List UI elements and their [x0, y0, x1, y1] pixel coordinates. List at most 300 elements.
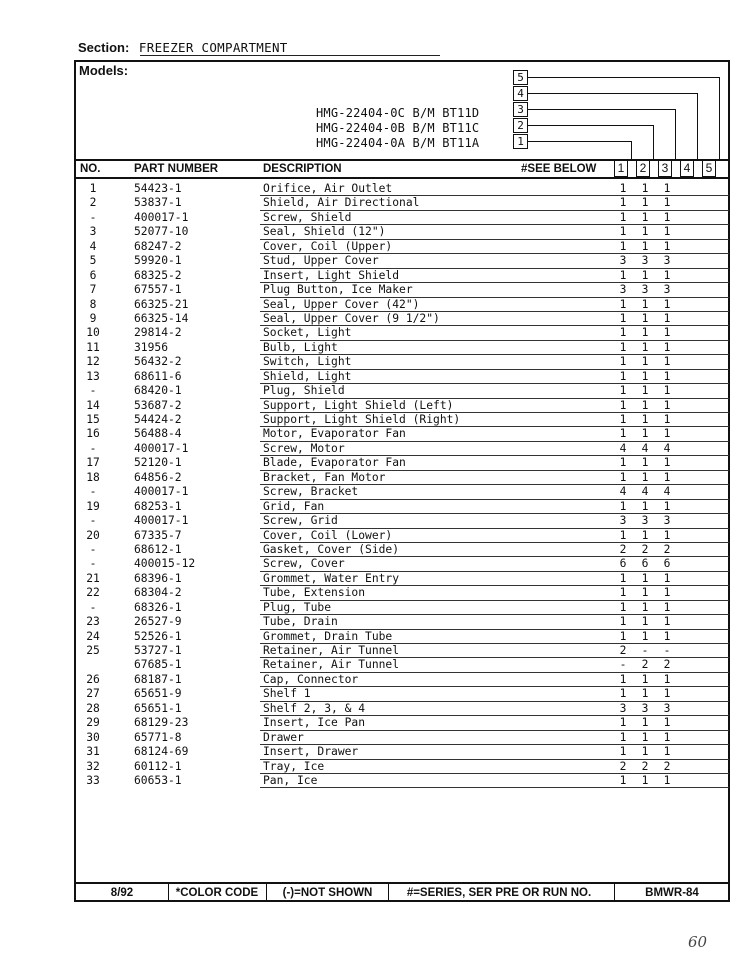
part-description: Grommet, Drain Tube: [263, 629, 393, 643]
qty-model-3: 1: [663, 182, 671, 195]
qty-model-2: 1: [641, 427, 649, 441]
item-number: 11: [86, 340, 100, 354]
qty-model-1: 1: [619, 571, 627, 585]
section-label: Section:: [78, 40, 130, 55]
part-number: 54424-2: [134, 413, 182, 426]
qty-model-1: 2: [619, 644, 627, 657]
part-number: 60112-1: [134, 759, 182, 773]
table-row: [75, 687, 729, 701]
table-row: [75, 413, 729, 427]
qty-model-1: 1: [619, 427, 627, 441]
table-row: [75, 601, 729, 615]
qty-model-2: 1: [641, 629, 649, 643]
qty-model-1: 1: [619, 773, 627, 787]
connector-4-v: [697, 93, 698, 161]
qty-model-1: 1: [619, 268, 627, 282]
table-row: [75, 630, 729, 644]
part-description: Drawer: [263, 730, 304, 744]
qty-model-1: 1: [619, 311, 627, 325]
table-row: [75, 557, 729, 571]
qty-model-3: 1: [663, 297, 671, 311]
qty-model-2: 1: [641, 773, 649, 787]
item-number: -: [89, 485, 97, 499]
header-no: NO.: [80, 163, 101, 175]
qty-model-2: 1: [641, 600, 649, 614]
part-number: 68187-1: [134, 672, 182, 686]
part-number: 400017-1: [134, 210, 189, 224]
part-number: 68396-1: [134, 571, 182, 585]
part-description: Motor, Evaporator Fan: [263, 427, 406, 441]
part-description: Insert, Light Shield: [263, 268, 400, 282]
table-row: [75, 211, 729, 225]
qty-model-3: 1: [663, 456, 671, 470]
table-row: [75, 269, 729, 283]
qty-model-2: 2: [641, 658, 649, 672]
qty-model-3: 1: [663, 369, 671, 383]
footer-color-code: *COLOR CODE: [175, 887, 259, 899]
item-number: 8: [89, 297, 97, 311]
table-row: [75, 456, 729, 470]
part-number: 26527-9: [134, 615, 182, 629]
connector-2-v: [653, 125, 654, 161]
model-box-5: 5: [513, 70, 528, 85]
item-number: -: [89, 557, 97, 571]
table-row: [75, 644, 729, 658]
item-number: 32: [86, 759, 100, 773]
part-number: 29814-2: [134, 326, 182, 340]
item-number: 26: [86, 672, 100, 686]
item-number: 7: [89, 283, 97, 297]
qty-model-3: 2: [663, 542, 671, 556]
part-number: 53727-1: [134, 644, 182, 657]
qty-model-3: 3: [663, 283, 671, 297]
qty-model-3: 3: [663, 254, 671, 268]
qty-model-3: 1: [663, 600, 671, 614]
part-description: Pan, Ice: [263, 773, 318, 787]
qty-model-2: 1: [641, 398, 649, 412]
part-description: Plug, Tube: [263, 600, 332, 614]
qty-model-3: 1: [663, 528, 671, 542]
qty-model-1: 1: [619, 745, 627, 759]
part-description: Support, Light Shield (Left): [263, 398, 454, 412]
table-row: [75, 702, 729, 716]
part-number: 68304-2: [134, 586, 182, 600]
qty-model-2: 1: [641, 499, 649, 513]
part-description: Grid, Fan: [263, 499, 325, 513]
part-number: 400017-1: [134, 485, 189, 499]
part-number: 68129-23: [134, 716, 189, 730]
connector-3-h: [528, 109, 676, 110]
connector-1-v: [631, 141, 632, 161]
qty-model-3: 1: [663, 355, 671, 369]
item-number: -: [89, 384, 97, 398]
qty-model-2: 4: [641, 441, 649, 455]
qty-model-2: 1: [641, 355, 649, 369]
part-number: 68247-2: [134, 239, 182, 253]
column-box-1: 1: [614, 160, 628, 177]
part-number: 53837-1: [134, 196, 182, 210]
table-row: [75, 514, 729, 528]
table-row: [75, 399, 729, 413]
qty-model-2: 1: [641, 571, 649, 585]
footer-doc-code: BMWR-84: [645, 887, 699, 899]
qty-model-3: 2: [663, 658, 671, 672]
model-box-1: 1: [513, 134, 528, 149]
qty-model-2: 1: [641, 716, 649, 730]
table-row: [75, 298, 729, 312]
item-number: 2: [89, 196, 97, 210]
qty-model-1: 1: [619, 355, 627, 369]
qty-model-3: 1: [663, 470, 671, 484]
qty-model-2: 1: [641, 384, 649, 398]
table-row: [75, 225, 729, 239]
connector-2-h: [528, 125, 654, 126]
table-row: [75, 240, 729, 254]
qty-model-1: 3: [619, 514, 627, 528]
qty-model-2: 1: [641, 687, 649, 701]
qty-model-2: 1: [641, 470, 649, 484]
qty-model-3: 1: [663, 687, 671, 701]
qty-model-3: 1: [663, 239, 671, 253]
qty-model-3: 1: [663, 311, 671, 325]
footer-date: 8/92: [110, 887, 134, 899]
part-description: Insert, Drawer: [263, 745, 359, 759]
part-number: 67335-7: [134, 528, 182, 542]
header-rule-bottom: [75, 177, 729, 179]
item-number: 19: [86, 499, 100, 513]
part-description: Stud, Upper Cover: [263, 254, 379, 268]
qty-model-2: 3: [641, 701, 649, 715]
qty-model-3: 1: [663, 672, 671, 686]
item-number: 24: [86, 629, 100, 643]
part-description: Screw, Motor: [263, 441, 345, 455]
qty-model-1: 1: [619, 615, 627, 629]
part-description: Tube, Extension: [263, 586, 366, 600]
item-number: 31: [86, 745, 100, 759]
qty-model-1: 1: [619, 687, 627, 701]
part-number: 68612-1: [134, 542, 182, 556]
item-number: 15: [86, 413, 100, 426]
qty-model-1: 1: [619, 384, 627, 398]
qty-model-2: 1: [641, 615, 649, 629]
part-number: 68326-1: [134, 600, 182, 614]
table-row: [75, 326, 729, 340]
item-number: 28: [86, 701, 100, 715]
table-row: [75, 384, 729, 398]
part-description: Grommet, Water Entry: [263, 571, 400, 585]
qty-model-1: 1: [619, 210, 627, 224]
part-description: Shield, Light: [263, 369, 352, 383]
part-number: 400017-1: [134, 514, 189, 528]
part-description: Cover, Coil (Upper): [263, 239, 393, 253]
qty-model-2: 1: [641, 672, 649, 686]
qty-model-1: 1: [619, 629, 627, 643]
connector-4-h: [528, 93, 698, 94]
qty-model-2: 1: [641, 239, 649, 253]
part-number: 52077-10: [134, 225, 189, 239]
qty-model-2: 1: [641, 730, 649, 744]
part-number: 53687-2: [134, 398, 182, 412]
part-description: Support, Light Shield (Right): [263, 413, 461, 426]
qty-model-1: 1: [619, 297, 627, 311]
part-description: Switch, Light: [263, 355, 352, 369]
part-number: 68253-1: [134, 499, 182, 513]
qty-model-2: 1: [641, 196, 649, 210]
part-description: Shield, Air Directional: [263, 196, 420, 210]
qty-model-3: 1: [663, 384, 671, 398]
qty-model-3: 1: [663, 571, 671, 585]
table-row: [75, 673, 729, 687]
part-number: 64856-2: [134, 470, 182, 484]
table-row: [75, 774, 729, 788]
item-number: -: [89, 210, 97, 224]
qty-model-3: 3: [663, 701, 671, 715]
part-number: 54423-1: [134, 182, 182, 195]
part-description: Plug Button, Ice Maker: [263, 283, 413, 297]
qty-model-1: 1: [619, 586, 627, 600]
table-row: [75, 731, 729, 745]
qty-model-1: 3: [619, 701, 627, 715]
qty-model-3: 1: [663, 730, 671, 744]
item-number: -: [89, 600, 97, 614]
item-number: -: [89, 542, 97, 556]
item-number: 13: [86, 369, 100, 383]
qty-model-3: 1: [663, 615, 671, 629]
item-number: 5: [89, 254, 97, 268]
qty-model-2: 1: [641, 225, 649, 239]
part-number: 68124-69: [134, 745, 189, 759]
qty-model-1: 1: [619, 196, 627, 210]
table-row: [75, 716, 729, 730]
part-number: 52120-1: [134, 456, 182, 470]
part-description: Cover, Coil (Lower): [263, 528, 393, 542]
part-description: Plug, Shield: [263, 384, 345, 398]
part-description: Screw, Bracket: [263, 485, 359, 499]
connector-3-v: [675, 109, 676, 161]
qty-model-3: 6: [663, 557, 671, 571]
qty-model-3: 2: [663, 759, 671, 773]
qty-model-1: 1: [619, 499, 627, 513]
qty-model-3: 1: [663, 210, 671, 224]
section-underline: [140, 55, 440, 56]
qty-model-1: 2: [619, 759, 627, 773]
models-label: Models:: [79, 63, 129, 78]
table-row: [75, 500, 729, 514]
table-row: [75, 254, 729, 268]
table-row: [75, 745, 729, 759]
item-number: -: [89, 514, 97, 528]
model-box-4: 4: [513, 86, 528, 101]
qty-model-1: -: [619, 658, 627, 672]
qty-model-3: 1: [663, 427, 671, 441]
qty-model-1: 1: [619, 413, 627, 426]
qty-model-1: 2: [619, 542, 627, 556]
item-number: 29: [86, 716, 100, 730]
qty-model-2: 1: [641, 528, 649, 542]
qty-model-3: 1: [663, 225, 671, 239]
model-box-3: 3: [513, 102, 528, 117]
model-box-2: 2: [513, 118, 528, 133]
part-number: 67557-1: [134, 283, 182, 297]
part-number: 65651-1: [134, 701, 182, 715]
qty-model-2: 2: [641, 542, 649, 556]
part-number: 66325-14: [134, 311, 189, 325]
qty-model-1: 1: [619, 528, 627, 542]
qty-model-1: 1: [619, 398, 627, 412]
qty-model-1: 1: [619, 730, 627, 744]
part-number: 31956: [134, 340, 169, 354]
header-part-number: PART NUMBER: [134, 163, 219, 175]
connector-1-h: [528, 141, 632, 142]
item-number: 20: [86, 528, 100, 542]
table-row: [75, 471, 729, 485]
item-number: -: [89, 441, 97, 455]
qty-model-3: 1: [663, 745, 671, 759]
section-name: FREEZER COMPARTMENT: [138, 40, 288, 55]
qty-model-3: 1: [663, 716, 671, 730]
table-row: [75, 355, 729, 369]
item-number: 6: [89, 268, 97, 282]
qty-model-3: 3: [663, 514, 671, 528]
qty-model-2: 1: [641, 413, 649, 426]
part-description: Seal, Upper Cover (42"): [263, 297, 420, 311]
footer-not-shown: (-)=NOT SHOWN: [282, 887, 373, 899]
qty-model-1: 6: [619, 557, 627, 571]
qty-model-1: 3: [619, 283, 627, 297]
qty-model-2: 1: [641, 297, 649, 311]
qty-model-3: 1: [663, 499, 671, 513]
qty-model-2: 1: [641, 745, 649, 759]
part-number: 60653-1: [134, 773, 182, 787]
table-row: [75, 312, 729, 326]
table-row: [75, 196, 729, 210]
model-line-a: HMG-22404-0A B/M BT11A: [316, 136, 480, 150]
item-number: 16: [86, 427, 100, 441]
part-description: Shelf 2, 3, & 4: [263, 701, 366, 715]
part-description: Tray, Ice: [263, 759, 325, 773]
part-description: Bracket, Fan Motor: [263, 470, 386, 484]
qty-model-2: 3: [641, 283, 649, 297]
qty-model-3: 4: [663, 441, 671, 455]
part-description: Socket, Light: [263, 326, 352, 340]
table-row: [75, 341, 729, 355]
qty-model-1: 1: [619, 456, 627, 470]
part-number: 68611-6: [134, 369, 182, 383]
part-description: Retainer, Air Tunnel: [263, 644, 400, 657]
qty-model-2: 1: [641, 210, 649, 224]
part-description: Screw, Cover: [263, 557, 345, 571]
part-description: Orifice, Air Outlet: [263, 182, 393, 195]
item-number: 25: [86, 644, 100, 657]
qty-model-1: 1: [619, 239, 627, 253]
qty-model-3: 1: [663, 268, 671, 282]
qty-model-3: 1: [663, 398, 671, 412]
part-number: 56488-4: [134, 427, 182, 441]
item-number: 1: [89, 182, 97, 195]
part-description: Bulb, Light: [263, 340, 338, 354]
qty-model-2: 6: [641, 557, 649, 571]
part-description: Retainer, Air Tunnel: [263, 658, 400, 672]
part-number: 65651-9: [134, 687, 182, 701]
item-number: 21: [86, 571, 100, 585]
qty-model-1: 1: [619, 369, 627, 383]
qty-model-2: 3: [641, 514, 649, 528]
qty-model-2: -: [641, 644, 649, 657]
qty-model-2: 1: [641, 182, 649, 195]
item-number: 12: [86, 355, 100, 369]
qty-model-2: 1: [641, 326, 649, 340]
item-number: 30: [86, 730, 100, 744]
item-number: 17: [86, 456, 100, 470]
part-number: 59920-1: [134, 254, 182, 268]
qty-model-1: 4: [619, 441, 627, 455]
qty-model-3: 1: [663, 326, 671, 340]
table-row: [75, 370, 729, 384]
connector-5-v: [719, 77, 720, 161]
part-number: 65771-8: [134, 730, 182, 744]
column-box-3: 3: [658, 160, 672, 177]
table-row: [75, 529, 729, 543]
model-line-c: HMG-22404-0C B/M BT11D: [316, 106, 480, 120]
qty-model-1: 1: [619, 340, 627, 354]
table-row: [75, 572, 729, 586]
qty-model-2: 1: [641, 268, 649, 282]
footer-series-note: #=SERIES, SER PRE OR RUN NO.: [406, 887, 592, 899]
part-number: 52526-1: [134, 629, 182, 643]
section-line: [78, 40, 288, 55]
part-description: Seal, Shield (12"): [263, 225, 386, 239]
table-row: [75, 283, 729, 297]
qty-model-1: 1: [619, 600, 627, 614]
part-description: Blade, Evaporator Fan: [263, 456, 406, 470]
qty-model-1: 1: [619, 326, 627, 340]
qty-model-3: 1: [663, 340, 671, 354]
qty-model-1: 3: [619, 254, 627, 268]
part-description: Screw, Grid: [263, 514, 338, 528]
column-box-4: 4: [680, 160, 694, 177]
header-rule-top: [75, 159, 729, 161]
part-number: 67685-1: [134, 658, 182, 672]
part-description: Tube, Drain: [263, 615, 338, 629]
qty-model-1: 1: [619, 225, 627, 239]
qty-model-1: 1: [619, 716, 627, 730]
connector-5-h: [528, 77, 720, 78]
qty-model-2: 2: [641, 759, 649, 773]
qty-model-1: 1: [619, 470, 627, 484]
item-number: 4: [89, 239, 97, 253]
qty-model-2: 1: [641, 456, 649, 470]
qty-model-2: 1: [641, 586, 649, 600]
table-row: [75, 485, 729, 499]
item-number: 3: [89, 225, 97, 239]
handwritten-page-number: 60: [688, 933, 708, 951]
part-description: Screw, Shield: [263, 210, 352, 224]
qty-model-1: 4: [619, 485, 627, 499]
table-row: [75, 615, 729, 629]
part-number: 68325-2: [134, 268, 182, 282]
table-row: [75, 658, 729, 672]
part-description: Shelf 1: [263, 687, 311, 701]
table-row: [75, 182, 729, 196]
qty-model-2: 1: [641, 340, 649, 354]
column-box-2: 2: [636, 160, 650, 177]
qty-model-3: 1: [663, 773, 671, 787]
qty-model-3: 1: [663, 413, 671, 426]
part-description: Seal, Upper Cover (9 1/2"): [263, 311, 440, 325]
qty-model-3: 4: [663, 485, 671, 499]
part-number: 400017-1: [134, 441, 189, 455]
row-rule: [260, 787, 729, 788]
